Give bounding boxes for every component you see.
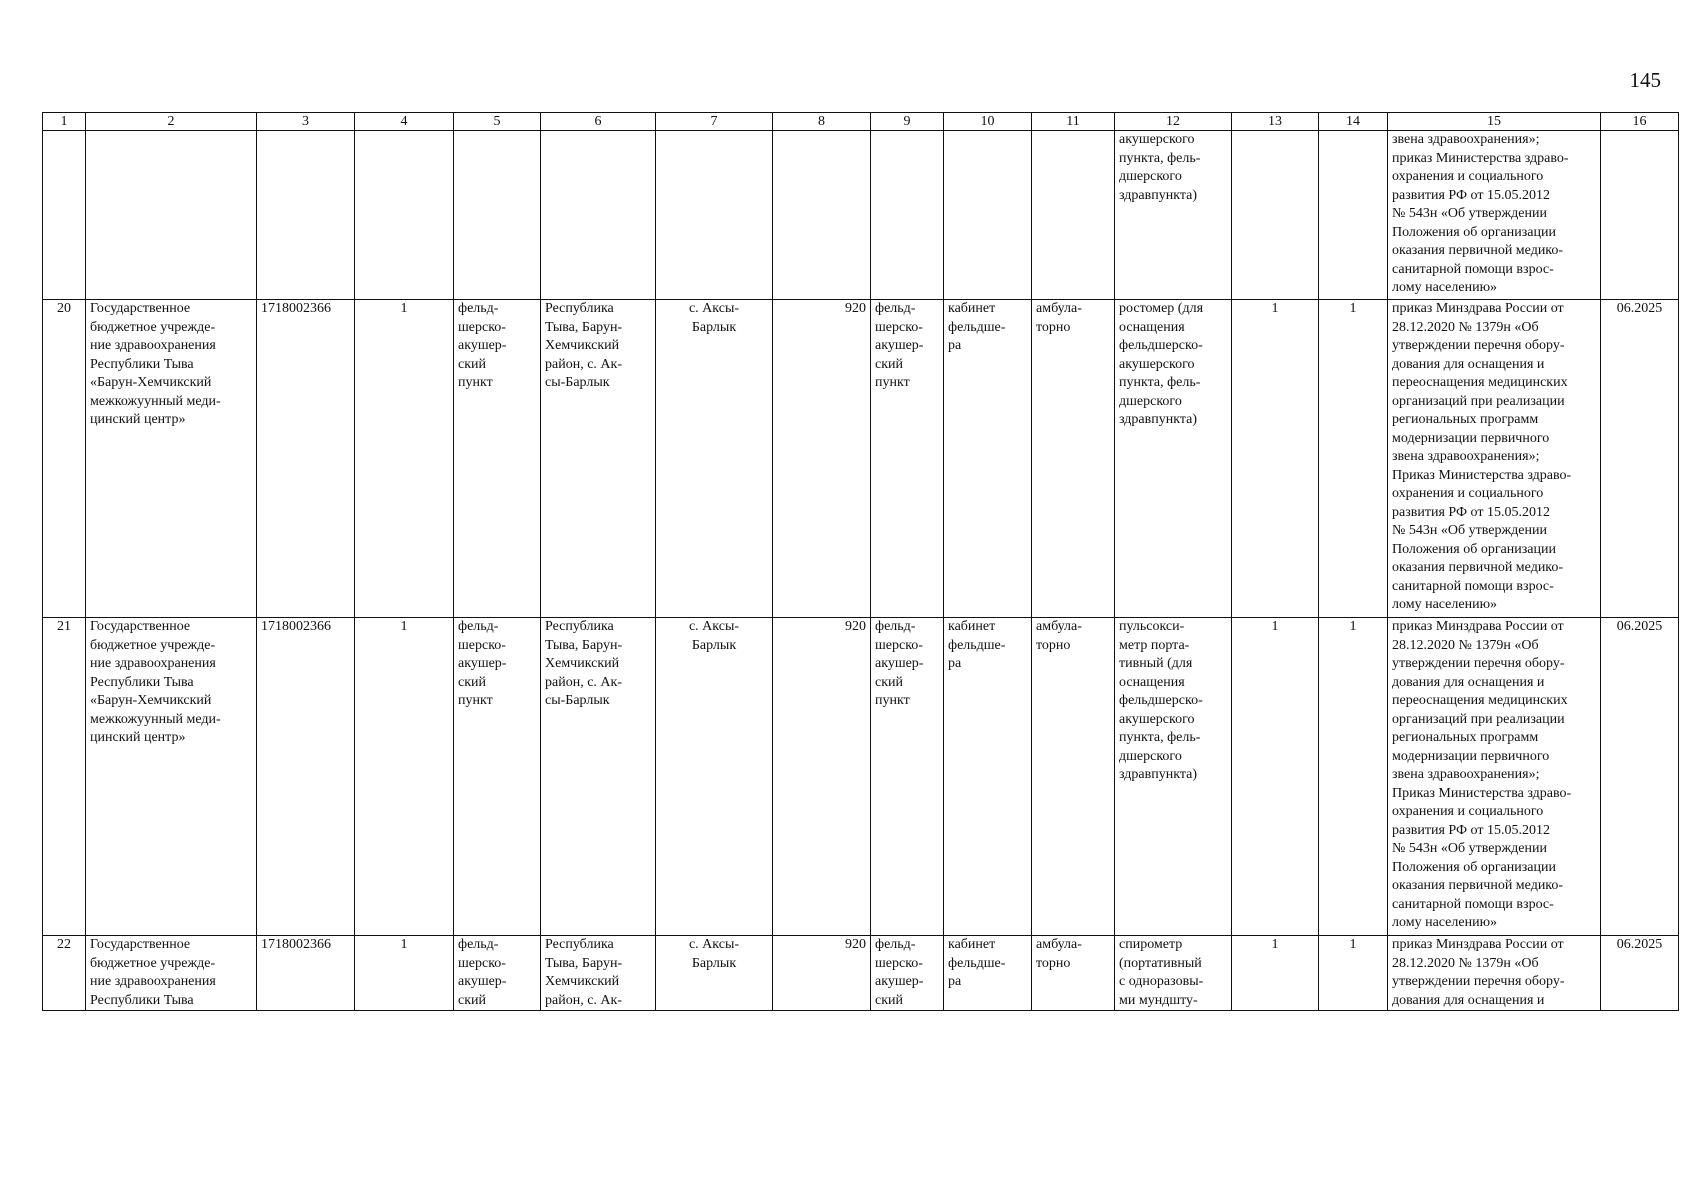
quantity-cell: 1 [1319,300,1388,618]
column-header: 15 [1388,113,1601,131]
table-row [43,300,1679,618]
legal-basis: приказ Минздрава России от 28.12.2020 № 1379н «Об утверждении перечня обору- дования для оснащения и переоснащения медицинских организаций при реализации региональных программ модернизации первичного звена здравоохранения»; Приказ Министерства здраво- охранения и социального развития РФ от 15.05.2012 № 543н «Об утверждении Положения об организации оказания первичной медико- санитарной помощи взрос- лому населению» [1392,301,1572,612]
deadline: 06.2025 [1601,300,1679,618]
equipment-name: спирометр (портативный с одноразовы- ми мундшту- [1119,937,1204,1008]
row-number: 20 [43,300,86,618]
legal-basis: приказ Минздрава России от 28.12.2020 № 1379н «Об утверждении перечня обору- дования для оснащения и переоснащения медицинских организаций при реализации региональных программ модернизации первичного звена здравоохранения»; Приказ Министерства здраво- охранения и социального развития РФ от 15.05.2012 № 543н «Об утверждении Положения об организации оказания первичной медико- санитарной помощи взрос- лому населению» [1392,619,1572,930]
unit-type: фельд- шерско- акушер- ский [875,937,924,1008]
inn: 1718002366 [257,618,355,936]
column-header: 8 [773,113,871,131]
quantity-cell: 1 [355,300,454,618]
table-row [43,936,1679,1011]
population: 920 [773,300,871,618]
table-row [43,618,1679,936]
inn: 1718002366 [257,300,355,618]
quantity-cell: 1 [1232,618,1319,936]
row-number: 22 [43,936,86,1011]
row-number: 21 [43,618,86,936]
room: кабинет фельдше- ра [948,619,1006,671]
legal-basis: приказ Минздрава России от 28.12.2020 № 1379н «Об утверждении перечня обору- дования для оснащения и [1392,937,1565,1008]
quantity-cell: 1 [1232,300,1319,618]
facility-type: фельд- шерско- акушер- ский пункт [458,619,507,708]
population: 920 [773,618,871,936]
column-header: 3 [257,113,355,131]
column-header: 11 [1032,113,1115,131]
column-header: 10 [944,113,1032,131]
deadline: 06.2025 [1601,618,1679,936]
column-header: 7 [656,113,773,131]
equipment-name: пульсокси- метр порта- тивный (для оснащения фельдшерско- акушерского пункта, фель- дшерского здравпункта) [1119,619,1203,782]
room: кабинет фельдше- ра [948,301,1006,353]
settlement: с. Аксы- Барлык [688,619,740,653]
organization-name: Государственное бюджетное учрежде- ние здравоохранения Республики Тыва «Барун-Хемчикский межкожуунный меди- цинский центр» [90,619,221,745]
inn: 1718002366 [257,936,355,1011]
care-condition: амбула- торно [1036,937,1082,971]
column-header: 4 [355,113,454,131]
legal-basis: звена здравоохранения»; приказ Министерства здраво- охранения и социального развития РФ от 15.05.2012 № 543н «Об утверждении Положения об организации оказания первичной медико- санитарной помощи взрос- лому населению» [1392,132,1569,295]
settlement: с. Аксы- Барлык [688,937,740,971]
organization-name: Государственное бюджетное учрежде- ние здравоохранения Республики Тыва [90,937,216,1008]
deadline: 06.2025 [1601,936,1679,1011]
settlement: с. Аксы- Барлык [688,301,740,335]
equipment-name: акушерского пункта, фель- дшерского здравпункта) [1119,132,1201,203]
column-header: 2 [86,113,257,131]
quantity-cell: 1 [355,936,454,1011]
unit-type: фельд- шерско- акушер- ский пункт [875,619,924,708]
header-row [43,113,1679,131]
column-header: 14 [1319,113,1388,131]
unit-type: фельд- шерско- акушер- ский пункт [875,301,924,390]
column-header: 9 [871,113,944,131]
care-condition: амбула- торно [1036,619,1082,653]
care-condition: амбула- торно [1036,301,1082,335]
address: Республика Тыва, Барун- Хемчикский район, с. Ак- [545,937,623,1008]
column-header: 6 [541,113,656,131]
column-header: 5 [454,113,541,131]
column-header: 1 [43,113,86,131]
facility-type: фельд- шерско- акушер- ский [458,937,507,1008]
column-header: 13 [1232,113,1319,131]
equipment-table [42,112,1679,1011]
facility-type: фельд- шерско- акушер- ский пункт [458,301,507,390]
quantity-cell: 1 [1319,618,1388,936]
address: Республика Тыва, Барун- Хемчикский район, с. Ак- сы-Барлык [545,619,623,708]
address: Республика Тыва, Барун- Хемчикский район, с. Ак- сы-Барлык [545,301,623,390]
organization-name: Государственное бюджетное учрежде- ние здравоохранения Республики Тыва «Барун-Хемчикский межкожуунный меди- цинский центр» [90,301,221,427]
room: кабинет фельдше- ра [948,937,1006,989]
quantity-cell: 1 [1232,936,1319,1011]
table-row-continuation [43,131,1679,300]
quantity-cell: 1 [1319,936,1388,1011]
page-number: 145 [1629,68,1661,92]
equipment-name: ростомер (для оснащения фельдшерско- акушерского пункта, фель- дшерского здравпункта) [1119,301,1204,427]
column-header: 12 [1115,113,1232,131]
column-header: 16 [1601,113,1679,131]
population: 920 [773,936,871,1011]
quantity-cell: 1 [355,618,454,936]
